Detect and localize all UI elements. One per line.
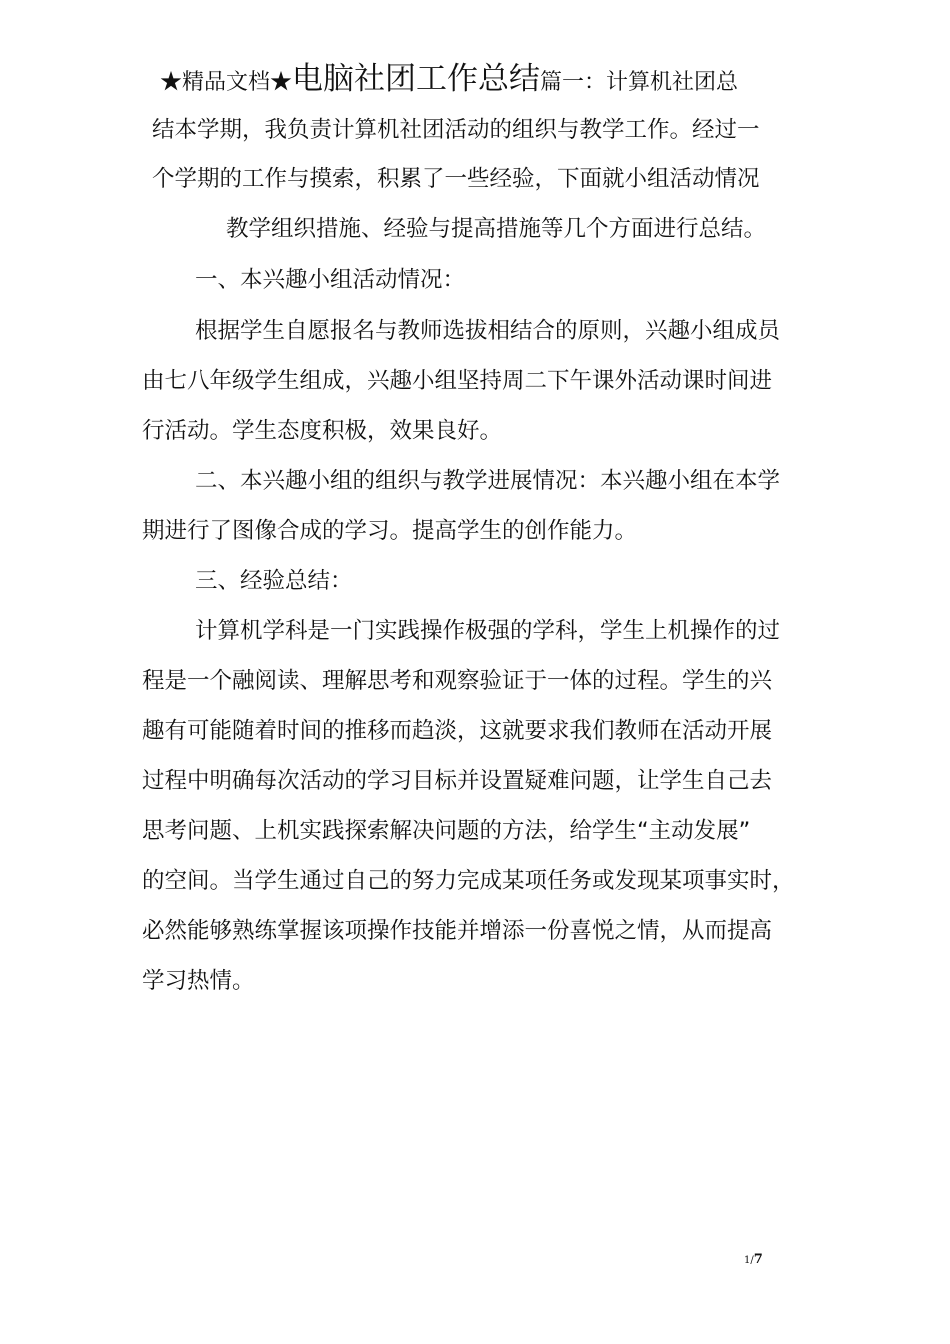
paragraph-line: 根据学生自愿报名与教师选拔相结合的原则，兴趣小组成员 — [195, 318, 781, 344]
page-current: 1/ — [744, 1255, 754, 1266]
paragraph-line: 教学组织措施、经验与提高措施等几个方面进行总结。 — [226, 216, 767, 242]
paragraph-line: 必然能够熟练掌握该项操作技能并增添一份喜悦之情，从而提高 — [142, 918, 773, 944]
page-total: 7 — [753, 1252, 763, 1267]
title-badge: ★精品文档★ — [160, 70, 293, 95]
section-heading: 三、经验总结： — [195, 568, 353, 594]
paragraph-line: 学习热情。 — [142, 968, 255, 994]
title-main: 电脑社团工作总结 — [292, 61, 541, 97]
paragraph-line: 期进行了图像合成的学习。提高学生的创作能力。 — [142, 518, 638, 544]
document-title — [160, 58, 738, 105]
paragraph-line: 由七八年级学生组成，兴趣小组坚持周二下午课外活动课时间进 — [142, 368, 773, 394]
paragraph-line: 结本学期，我负责计算机社团活动的组织与教学工作。经过一 — [152, 117, 760, 143]
paragraph-line: 个学期的工作与摸索，积累了一些经验，下面就小组活动情况 — [152, 166, 760, 192]
section-heading: 二、本兴趣小组的组织与教学进展情况：本兴趣小组在本学 — [195, 468, 781, 494]
page-number — [744, 1252, 763, 1267]
paragraph-line: 行活动。学生态度积极，效果良好。 — [142, 418, 503, 444]
paragraph-line: 程是一个融阅读、理解思考和观察验证于一体的过程。学生的兴 — [142, 668, 773, 694]
paragraph-line: 趣有可能随着时间的推移而趋淡，这就要求我们教师在活动开展 — [142, 718, 773, 744]
paragraph-line: 计算机学科是一门实践操作极强的学科，学生上机操作的过 — [195, 618, 781, 644]
paragraph-line: 的空间。当学生通过自己的努力完成某项任务或发现某项事实时， — [142, 868, 795, 894]
paragraph-line: 过程中明确每次活动的学习目标并设置疑难问题，让学生自己去 — [142, 768, 773, 794]
title-subtitle: 篇一：计算机社团总 — [540, 70, 739, 95]
section-heading: 一、本兴趣小组活动情况： — [195, 267, 466, 293]
paragraph-line: 思考问题、上机实践探索解决问题的方法，给学生“主动发展” — [142, 818, 751, 844]
